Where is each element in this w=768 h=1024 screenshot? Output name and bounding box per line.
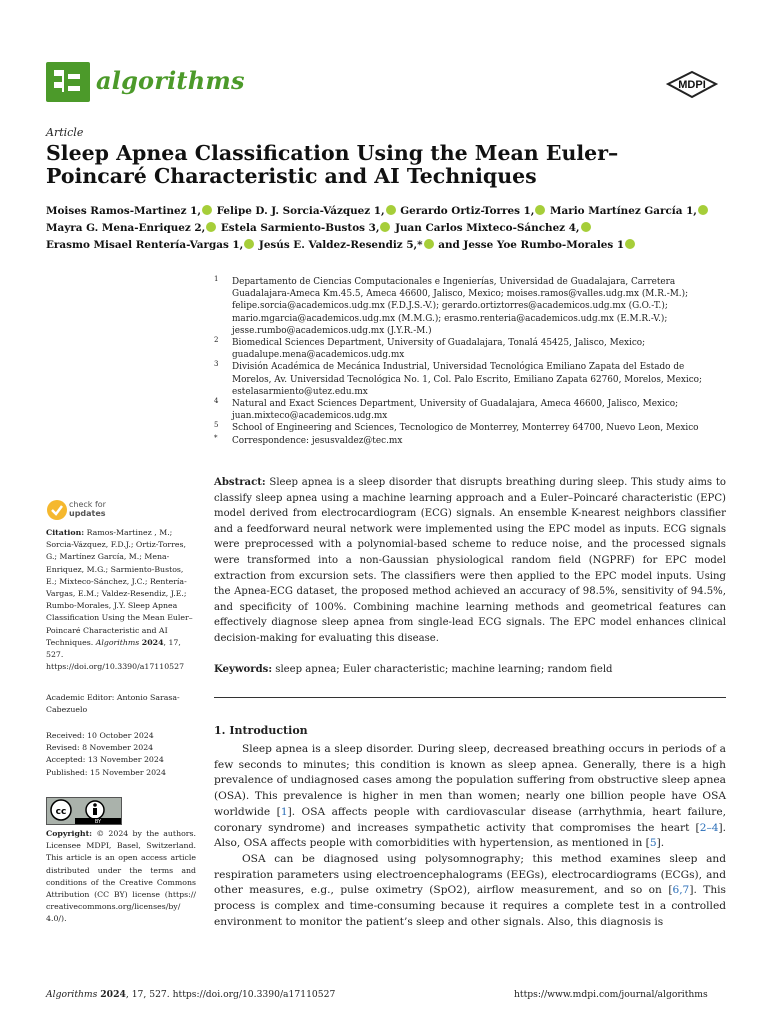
- orcid-icon[interactable]: [535, 205, 545, 215]
- orcid-icon[interactable]: [386, 205, 396, 215]
- check-updates-label[interactable]: [69, 500, 106, 518]
- footer-citation: [46, 989, 335, 1000]
- orcid-icon[interactable]: [625, 239, 635, 249]
- affiliation-item: [214, 435, 726, 447]
- citation-year: 2024: [141, 637, 164, 647]
- citation-link[interactable]: 5: [649, 837, 657, 850]
- author[interactable]: Estela Sarmiento-Bustos 3,: [220, 222, 380, 234]
- check-updates-line: updates: [69, 509, 106, 518]
- copyright-label: Copyright:: [46, 829, 93, 838]
- orcid-icon[interactable]: [206, 222, 216, 232]
- affiliation-text: División Académica de Mecánica Industrial, Universidad Tecnológica Emiliano Zapata del Estado de Morelos, Av. Universidad Tecnológica No. 1, Col. Palo Escrito, Emiliano Zapata 62760, Morelos, Mexico; estelasarmiento@utez.edu.mx: [232, 362, 703, 397]
- article-type: Article: [46, 126, 84, 139]
- author[interactable]: and Jesse Yoe Rumbo-Morales 1: [438, 239, 625, 251]
- text: OSA can be diagnosed using polysomnography; this method examines sleep and respiration parameters using electroencephalograms (EEGs), electrocardiograms (ECGs), and other measures, e.g., pulse oximetry (SpO2), airflow measurement, and so on [: [214, 852, 726, 897]
- orcid-icon[interactable]: [380, 222, 390, 232]
- keywords: [214, 664, 726, 675]
- affiliation-number: *: [214, 433, 218, 442]
- affiliation-number: 1: [214, 275, 219, 283]
- citation-label: Citation:: [46, 528, 85, 537]
- affiliation-text: Departamento de Ciencias Computacionales e Ingenierías, Universidad de Guadalajara, Carretera Guadalajara-Ameca Km.45.5, Ameca 46600, Jalisco, Mexico; moises.ramos@valles.udg.mx (M.R.-M.); felipe.sorcia@academicos.udg.mx (F.D.J.S.-V.); gerardo.ortiztorres@academicos.udg.mx (G.O.-T.); mario.mgarcia@academicos.udg.mx (M.M.G.); erasmo.renteria@academicos.udg.mx (E.M.R.-V.); jesse.rumbo@academicos.udg.mx (J.Y.R.-M.): [232, 277, 689, 336]
- section-divider: [214, 697, 726, 698]
- abstract-label: Abstract:: [214, 477, 266, 488]
- date-published: Published: 15 November 2024: [46, 767, 166, 777]
- footer-doi-link[interactable]: , 17, 527. https://doi.org/10.3390/a17110527: [125, 989, 336, 1000]
- journal-name[interactable]: algorithms: [96, 66, 245, 95]
- article-title: Sleep Apnea Classification Using the Mean Euler–Poincaré Characteristic and AI Techniques: [46, 141, 619, 188]
- text: Sleep apnea is a sleep disorder. During sleep, decreased breathing occurs in periods of a few seconds to minutes; this condition is known as sleep apnea. Generally, there is a high prevalence of undiagnosed cases among the population suffering from obstructive sleep apnea (OSA). This prevalence is higher in men than women; nearly one billion people have OSA worldwide [: [214, 743, 726, 818]
- orcid-icon[interactable]: [244, 239, 254, 249]
- affiliation-number: 5: [214, 421, 219, 430]
- citation-journal: Algorithms: [95, 637, 140, 647]
- author[interactable]: Gerardo Ortiz-Torres 1,: [400, 205, 535, 217]
- citation-link[interactable]: 1: [280, 805, 288, 818]
- text: ].: [656, 837, 665, 850]
- date-accepted: Accepted: 13 November 2024: [46, 755, 164, 765]
- abstract-text: Sleep apnea is a sleep disorder that disrupts breathing during sleep. This study aims to classify sleep apnea using a machine learning approach and a Euler–Poincaré characteristic (EPC) model derived from electrocardiogram (ECG) signals. An ensemble K-nearest neighbors classifier and a feedforward neural network were implemented using the EPC model as inputs. ECG signals were preprocessed with a polynomial-based scheme to reduce noise, and the processed signals were transformed into a non-Gaussian physiological random field (NGPRF) for EPC model extraction from excursion sets. The classifiers were then applied to the EPC model inputs. Using the Apnea-ECG dataset, the proposed method achieved an accuracy of 98.5%, sensitivity of 94.5%, and specificity of 100%. Combining machine learning methods and geometrical features can effectively diagnose sleep apnea from single-lead ECG signals. The EPC model enhances clinical decision-making for evaluating this disease.: [214, 477, 726, 644]
- affiliation-item: [214, 361, 726, 398]
- keywords-text: sleep apnea; Euler characteristic; machine learning; random field: [275, 664, 613, 675]
- orcid-icon[interactable]: [581, 222, 591, 232]
- text: ]. Also, OSA affects people with comorbidities with hypertension, as mentioned in [: [214, 821, 726, 850]
- affiliation-text: Biomedical Sciences Department, University of Guadalajara, Tonalá 45425, Jalisco, Mexico; guadalupe.mena@academicos.udg.mx: [232, 338, 646, 361]
- affiliation-item: [214, 276, 726, 337]
- affiliation-item: [214, 398, 726, 422]
- author[interactable]: Mario Martínez García 1,: [550, 205, 697, 217]
- author[interactable]: Erasmo Misael Rentería-Vargas 1,: [46, 239, 244, 251]
- affiliation-number: 3: [214, 360, 219, 369]
- check-updates-icon[interactable]: [46, 499, 68, 525]
- author-list: [46, 203, 726, 254]
- check-updates-line: check for: [69, 500, 106, 509]
- keywords-label: Keywords:: [214, 664, 273, 675]
- affiliation-text: Natural and Exact Sciences Department, University of Guadalajara, Ameca 46600, Jalisco, Mexico; juan.mixteco@academicos.udg.mx: [232, 399, 679, 422]
- abstract: [214, 475, 726, 647]
- text: ]. This process is complex and time-consuming because it requires a complete test in a controlled environment to monitor the patient’s sleep and other signals. Also, this diagnosis is: [214, 884, 726, 928]
- date-revised: Revised: 8 November 2024: [46, 743, 154, 753]
- orcid-icon[interactable]: [424, 239, 434, 249]
- copyright-block: [46, 828, 196, 926]
- publisher-logo[interactable]: [664, 70, 720, 104]
- affiliation-number: 4: [214, 397, 219, 406]
- academic-editor: Academic Editor: Antonio Sarasa-Cabezuelo: [46, 693, 180, 715]
- citation-doi[interactable]: , 17, 527. https://doi.org/10.3390/a17110527: [46, 637, 185, 672]
- affiliations: [214, 276, 726, 447]
- date-received: Received: 10 October 2024: [46, 731, 154, 740]
- paragraph: [214, 742, 726, 852]
- author[interactable]: Juan Carlos Mixteco-Sánchez 4,: [395, 222, 580, 234]
- cc-by-license-icon[interactable]: [46, 797, 122, 825]
- citation-link[interactable]: 6,7: [672, 884, 690, 897]
- section-heading: 1. Introduction: [214, 724, 308, 737]
- affiliation-item: [214, 422, 726, 434]
- copyright-text: © 2024 by the authors. Licensee MDPI, Basel, Switzerland. This article is an open access article distributed under the terms and conditions of the Creative Commons Attribution (CC BY) license (https:// creativecommons.org/licenses/by/ 4.0/).: [46, 829, 196, 924]
- publisher-name: MDPI: [678, 79, 706, 91]
- citation-block: [46, 527, 196, 673]
- affiliation-number: 2: [214, 336, 219, 345]
- author[interactable]: Mayra G. Mena-Enriquez 2,: [46, 222, 206, 234]
- citation-text: Ramos-Martinez , M.; Sorcia-Vázquez, F.D.J.; Ortiz-Torres, G.; Martínez García, M.; Mena-Enriquez, M.G.; Sarmiento-Bustos, E.; Mixteco-Sánchez, J.C.; Rentería-Vargas, E.M.; Valdez-Resendiz, J.E.; Rumbo-Morales, J.Y. Sleep Apnea Classification Using the Mean Euler–Poincaré Characteristic and AI Techniques.: [46, 528, 193, 647]
- intro-body: [214, 742, 726, 930]
- author[interactable]: Felipe D. J. Sorcia-Vázquez 1,: [216, 205, 385, 217]
- author[interactable]: Moises Ramos-Martinez 1,: [46, 205, 201, 217]
- footer-journal-url[interactable]: https://www.mdpi.com/journal/algorithms: [514, 989, 708, 1000]
- text: ]. OSA affects people with cardiovascular disease (arrhythmia, heart failure, coronary syndrome) and increases sympathetic activity that compromises the heart [: [214, 805, 726, 834]
- orcid-icon[interactable]: [202, 205, 212, 215]
- paragraph: [214, 852, 726, 931]
- dates-block: [46, 730, 196, 779]
- journal-logo-icon: [46, 62, 90, 102]
- svg-text:cc: cc: [55, 807, 67, 817]
- orcid-icon[interactable]: [698, 205, 708, 215]
- affiliation-item: [214, 337, 726, 361]
- citation-link[interactable]: 2–4: [699, 821, 719, 834]
- cc-label: BY: [94, 819, 102, 824]
- author[interactable]: Jesús E. Valdez-Resendiz 5,*: [258, 239, 423, 251]
- affiliation-text: School of Engineering and Sciences, Tecnologico de Monterrey, Monterrey 64700, Nuevo Leon, Mexico: [232, 423, 699, 434]
- footer-journal: Algorithms: [46, 989, 98, 1000]
- footer-year: 2024: [100, 989, 126, 1000]
- correspondence-email[interactable]: Correspondence: jesusvaldez@tec.mx: [232, 435, 403, 446]
